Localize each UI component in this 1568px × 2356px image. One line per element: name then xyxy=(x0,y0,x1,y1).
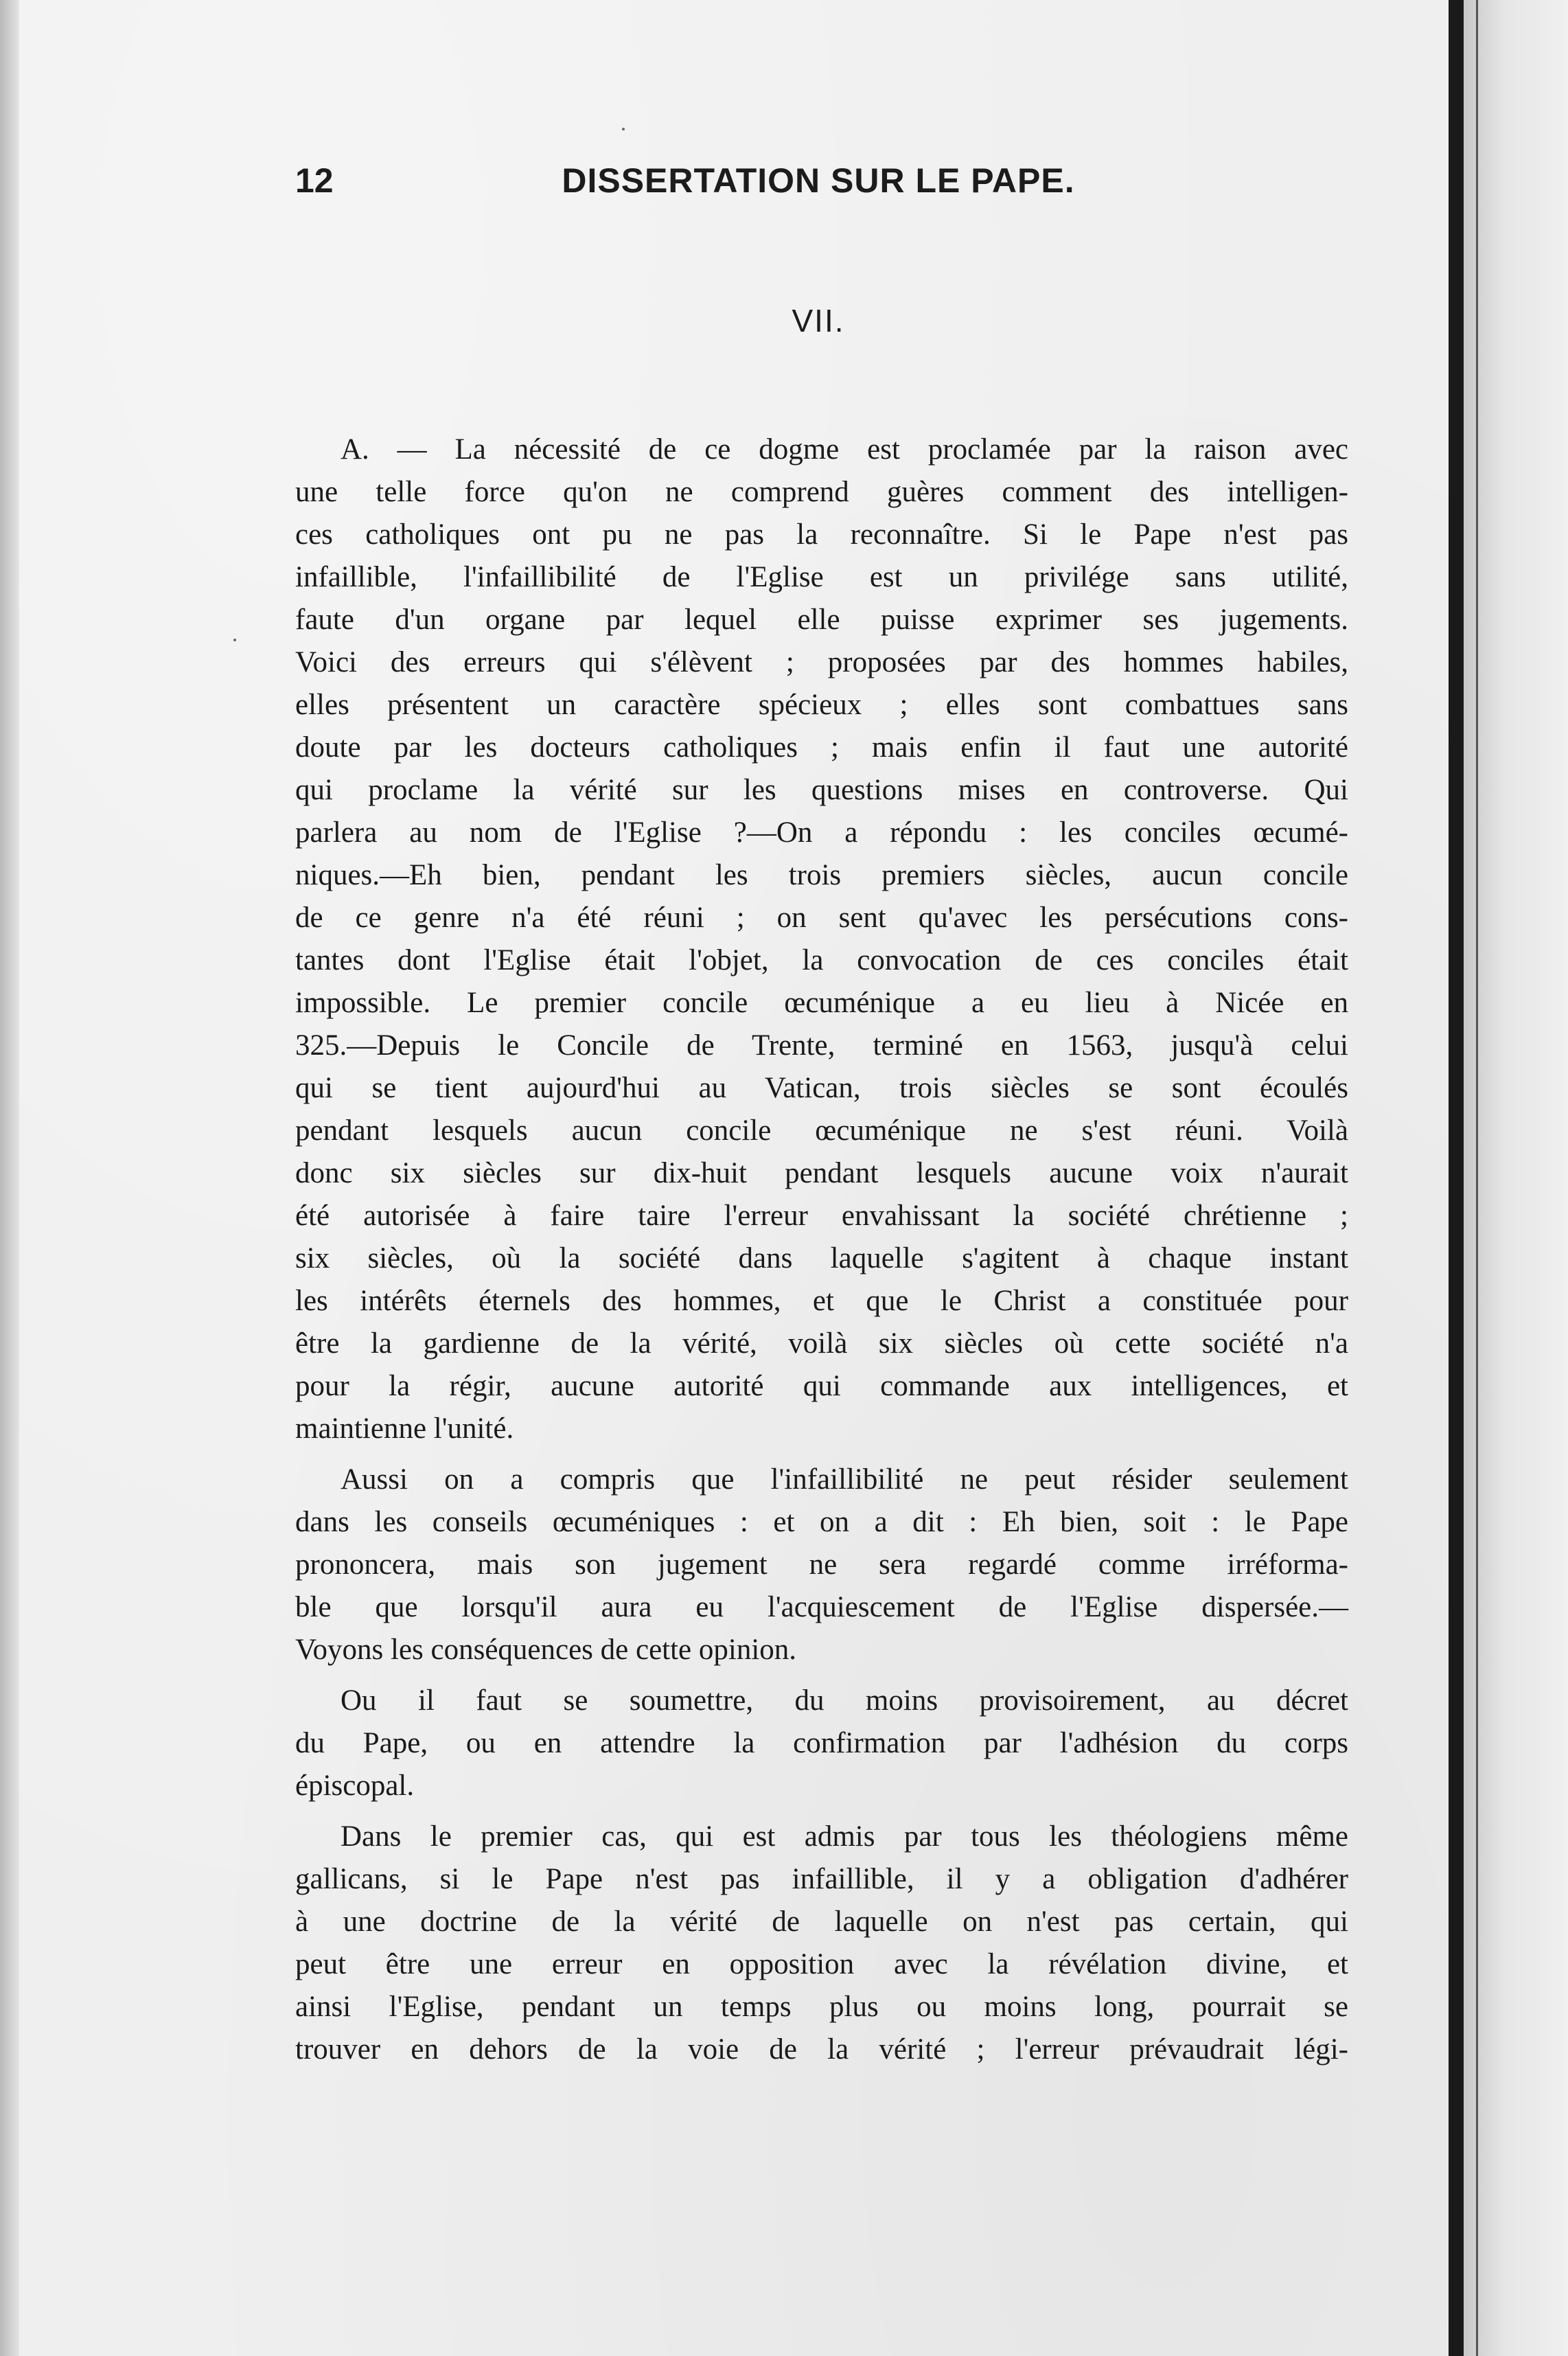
text-line: être la gardienne de la vérité, voilà six siècles où cette société n'a xyxy=(295,1327,1348,1360)
text-line: pour la régir, aucune autorité qui commande aux intelligences, et xyxy=(295,1370,1348,1402)
text-line: six siècles, où la société dans laquelle s'agitent à chaque instant xyxy=(295,1242,1348,1274)
text-line: maintienne l'unité. xyxy=(295,1413,514,1445)
text-line: qui proclame la vérité sur les questions mises en controverse. Qui xyxy=(295,774,1348,806)
text-line: gallicans, si le Pape n'est pas infaillible, il y a obligation d'adhérer xyxy=(295,1863,1348,1895)
print-speck xyxy=(233,639,236,641)
text-line: de ce genre n'a été réuni ; on sent qu'avec les persécutions cons- xyxy=(295,902,1348,934)
text-line: Dans le premier cas, qui est admis par tous les théologiens même xyxy=(341,1820,1348,1853)
text-line: Voyons les conséquences de cette opinion. xyxy=(295,1634,797,1666)
text-line: ainsi l'Eglise, pendant un temps plus ou moins long, pourrait se xyxy=(295,1991,1348,2023)
text-line: été autorisée à faire taire l'erreur envahissant la société chrétienne ; xyxy=(295,1200,1348,1232)
text-line: ble que lorsqu'il aura eu l'acquiescement de l'Eglise dispersée.— xyxy=(295,1591,1348,1623)
text-line: trouver en dehors de la voie de la vérité ; l'erreur prévaudrait légi- xyxy=(295,2033,1348,2066)
text-line: qui se tient aujourd'hui au Vatican, trois siècles se sont écoulés xyxy=(295,1072,1348,1104)
page-left-edge xyxy=(0,0,19,2356)
text-line: parlera au nom de l'Eglise ?—On a répondu : les conciles œcumé- xyxy=(295,816,1348,849)
text-line: peut être une erreur en opposition avec la révélation divine, et xyxy=(295,1948,1348,1980)
text-line: ces catholiques ont pu ne pas la reconnaître. Si le Pape n'est pas xyxy=(295,518,1348,551)
text-line: 325.—Depuis le Concile de Trente, terminé en 1563, jusqu'à celui xyxy=(295,1029,1348,1062)
text-line: niques.—Eh bien, pendant les trois premiers siècles, aucun concile xyxy=(295,859,1348,891)
book-spine-shadow xyxy=(1449,0,1464,2356)
paragraph xyxy=(295,428,1348,1450)
text-line: les intérêts éternels des hommes, et que le Christ a constituée pour xyxy=(295,1285,1348,1317)
paragraph xyxy=(295,1459,1348,1671)
facing-page-rule xyxy=(1476,0,1478,2356)
text-line: à une doctrine de la vérité de laquelle on n'est pas certain, qui xyxy=(295,1906,1348,1938)
text-line: Ou il faut se soumettre, du moins provisoirement, au décret xyxy=(341,1684,1348,1717)
paragraph-gap xyxy=(295,1671,1348,1680)
paragraph-gap xyxy=(295,1807,1348,1816)
text-line: du Pape, ou en attendre la confirmation par l'adhésion du corps xyxy=(295,1727,1348,1759)
text-line: prononcera, mais son jugement ne sera regardé comme irréforma- xyxy=(295,1548,1348,1581)
page-header xyxy=(295,161,1341,216)
text-line: faute d'un organe par lequel elle puisse exprimer ses jugements. xyxy=(295,604,1348,636)
paragraph xyxy=(295,1816,1348,2071)
text-line: donc six siècles sur dix-huit pendant lesquels aucune voix n'aurait xyxy=(295,1157,1348,1189)
text-line: Voici des erreurs qui s'élèvent ; proposées par des hommes habiles, xyxy=(295,646,1348,678)
text-line: tantes dont l'Eglise était l'objet, la convocation de ces conciles était xyxy=(295,944,1348,976)
text-line: dans les conseils œcuméniques : et on a dit : Eh bien, soit : le Pape xyxy=(295,1506,1348,1538)
print-speck xyxy=(622,128,625,130)
text-line: A. — La nécessité de ce dogme est proclamée par la raison avec xyxy=(341,433,1348,466)
body-text xyxy=(295,428,1348,2071)
text-line: doute par les docteurs catholiques ; mais enfin il faut une autorité xyxy=(295,731,1348,764)
section-heading: VII. xyxy=(792,303,845,339)
text-line: pendant lesquels aucun concile œcuménique ne s'est réuni. Voilà xyxy=(295,1114,1348,1147)
paragraph xyxy=(295,1680,1348,1807)
paragraph-gap xyxy=(295,1450,1348,1459)
page-number: 12 xyxy=(295,161,334,200)
text-line: impossible. Le premier concile œcuménique a eu lieu à Nicée en xyxy=(295,987,1348,1019)
text-line: infaillible, l'infaillibilité de l'Eglise est un privilége sans utilité, xyxy=(295,561,1348,593)
text-line: Aussi on a compris que l'infaillibilité ne peut résider seulement xyxy=(341,1463,1348,1496)
text-line: elles présentent un caractère spécieux ; elles sont combattues sans xyxy=(295,689,1348,721)
facing-page-edge xyxy=(1464,0,1568,2356)
text-line: une telle force qu'on ne comprend guères comment des intelligen- xyxy=(295,476,1348,508)
text-line: épiscopal. xyxy=(295,1770,415,1802)
running-title: DISSERTATION SUR LE PAPE. xyxy=(562,161,1075,200)
